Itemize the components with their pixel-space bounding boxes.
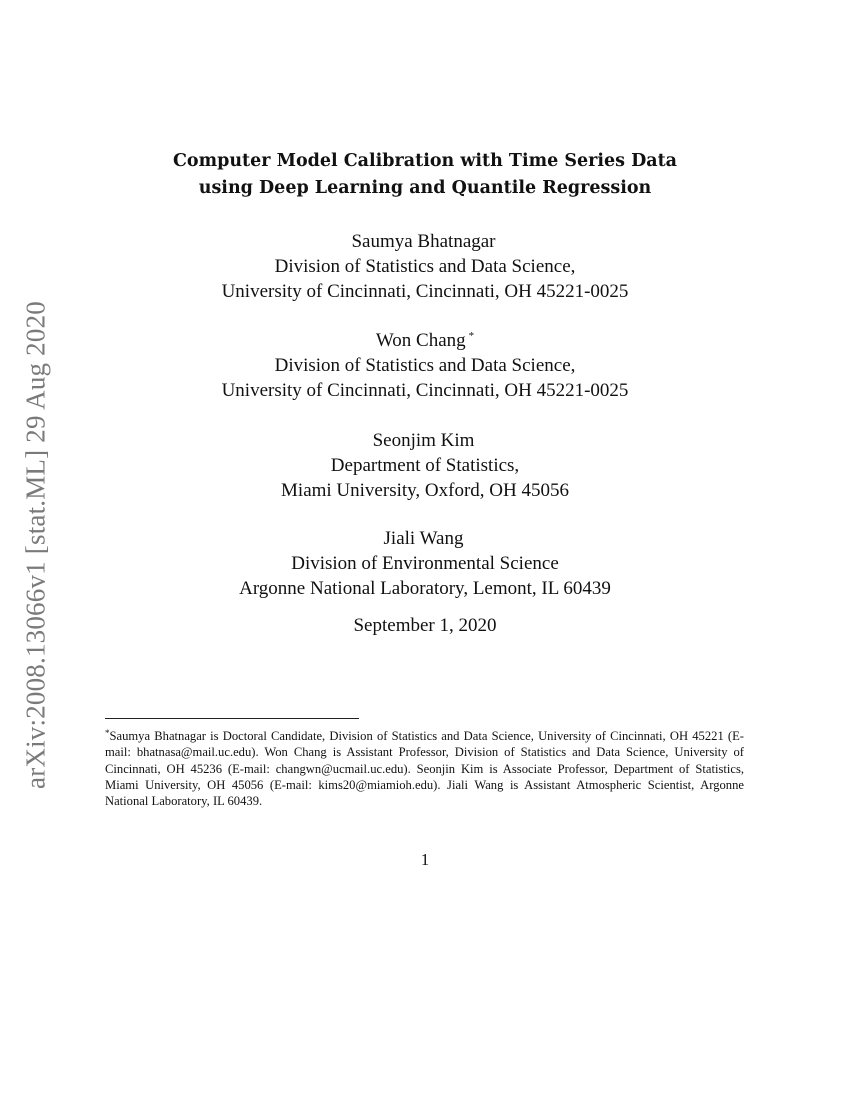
author-block-2 xyxy=(0,324,850,403)
author-name: Seonjim Kim xyxy=(372,430,475,451)
author-block-4 xyxy=(0,522,850,601)
author-affiliation-line-2: Argonne National Laboratory, Lemont, IL 60439 xyxy=(239,578,611,599)
author-affiliation-line-2: Miami University, Oxford, OH 45056 xyxy=(281,480,569,501)
footnote-divider xyxy=(105,718,359,719)
author-affiliation-line-1: Division of Environmental Science xyxy=(291,553,559,574)
author-affiliation-line-2: University of Cincinnati, Cincinnati, OH 45221-0025 xyxy=(221,380,629,401)
title-line-2: using Deep Learning and Quantile Regression xyxy=(198,178,652,198)
author-block-1 xyxy=(0,225,850,304)
author-name: Saumya Bhatnagar xyxy=(351,231,496,252)
publication-date: September 1, 2020 xyxy=(353,615,497,636)
author-affiliation-line-2: University of Cincinnati, Cincinnati, OH 45221-0025 xyxy=(221,281,629,302)
author-name: Jiali Wang xyxy=(383,528,464,549)
author-footnote xyxy=(105,725,744,809)
title-line-1: Computer Model Calibration with Time Series Data xyxy=(172,151,678,171)
author-affiliation-line-1: Division of Statistics and Data Science, xyxy=(274,355,576,376)
footnote-text: Saumya Bhatnagar is Doctoral Candidate, Division of Statistics and Data Science, University of Cincinnati, OH 45221 (E-mail: bhatnasa@mail.uc.edu). Won Chang is Assistant Professor, Division of Statistics and Data Science, University of Cincinnati, OH 45236 (E-mail: changwn@ucmail.uc.edu). Seonjin Kim is Associate Professor, Department of Statistics, Miami University, OH 45056 (E-mail: kims20@miamioh.edu). Jiali Wang is Assistant Atmospheric Scientist, Argonne National Laboratory, IL 60439. xyxy=(105,729,744,809)
author-affiliation-line-1: Division of Statistics and Data Science, xyxy=(274,256,576,277)
paper-title xyxy=(0,148,850,202)
page-number: 1 xyxy=(420,850,430,869)
author-affiliation-line-1: Department of Statistics, xyxy=(330,455,520,476)
footnote-marker: * xyxy=(105,728,110,738)
author-block-3 xyxy=(0,424,850,503)
author-name: Won Chang * xyxy=(375,330,475,351)
arxiv-identifier-stamp: arXiv:2008.13066v1 [stat.ML] 29 Aug 2020 xyxy=(20,301,51,789)
footnote-marker: * xyxy=(468,330,475,342)
